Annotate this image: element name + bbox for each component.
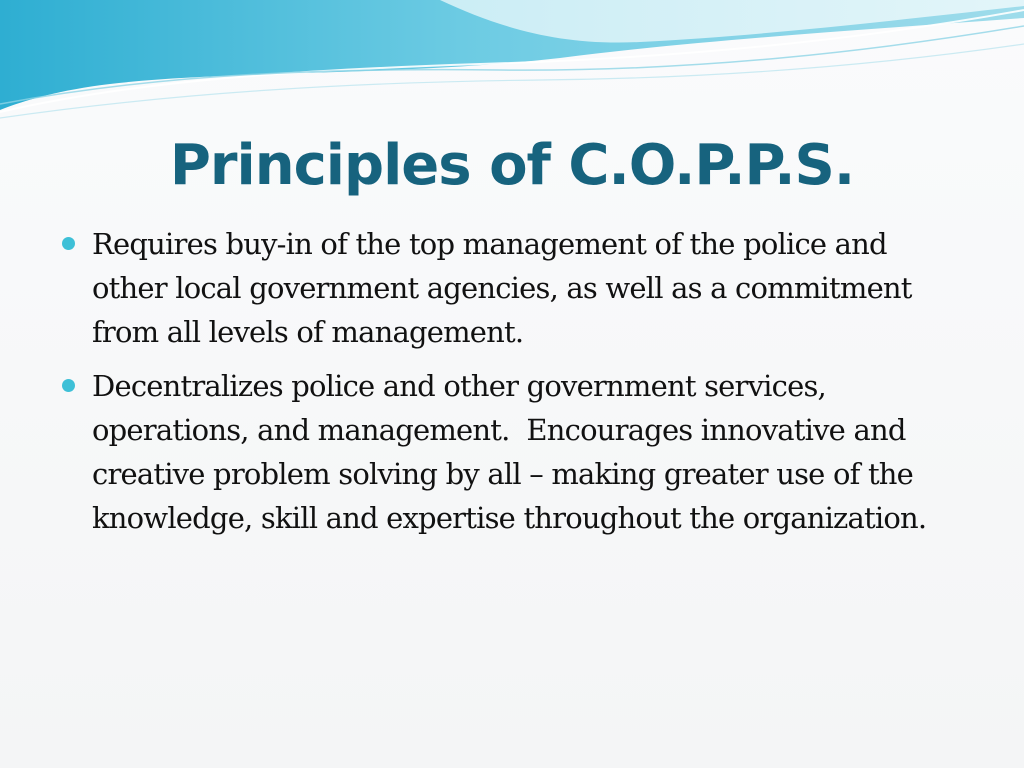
bullet-text: Decentralizes police and other government services, operations, and management. Encourages innovative and creative problem solving by all – making greater use of the knowledge, skill and expertise throughout the organization. (92, 369, 927, 535)
bullet-item (58, 222, 958, 354)
header-wave-decoration (0, 0, 1024, 130)
bullet-icon (62, 237, 75, 250)
bullet-text: Requires buy-in of the top management of the police and other local government agencies, as well as a commitment from all levels of management. (92, 227, 921, 349)
slide-title: Principles of C.O.P.P.S. (169, 133, 855, 198)
bullet-item (58, 364, 958, 540)
bullet-list (58, 222, 958, 550)
bullet-icon (62, 379, 75, 392)
